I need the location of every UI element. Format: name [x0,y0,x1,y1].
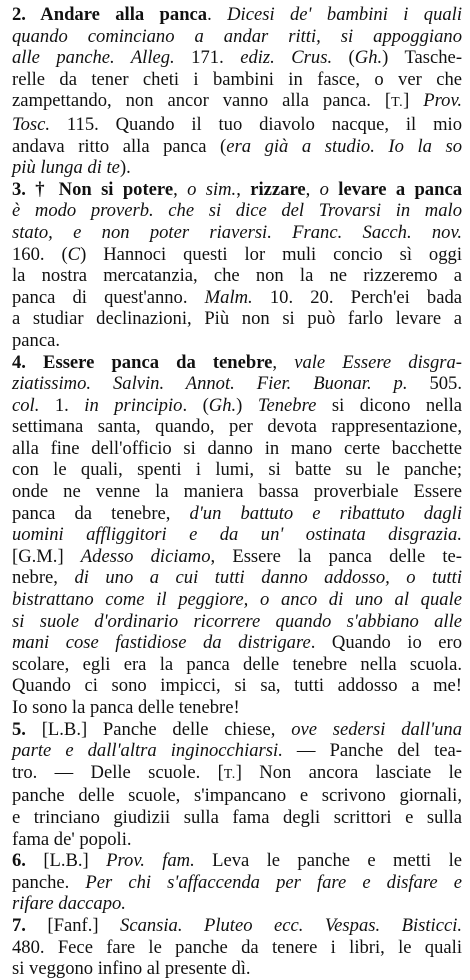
text-segment: a studiar declinazioni, Più non si può farlo levare a [12,308,462,330]
text-segment: ] [403,90,424,112]
text-segment: Prov. [423,90,463,112]
text-segment: 6. [12,850,44,872]
text-segment: 505. [407,373,462,395]
text-segment: la nostra mercatanzia, che non la ne rizzeremo a [12,265,462,287]
text-segment: [L.B.] Panche delle chiese, [41,718,292,740]
text-segment: rifare daccapo. [12,893,126,915]
text-segment: Per chi s'affaccenda per fare e disfare e [85,871,462,893]
text-segment: o [319,178,329,200]
text-segment: settimana santa, quando, per devota rappresentazione, [12,416,462,438]
text-line [12,958,462,980]
text-segment: levare a panca [338,178,462,200]
text-segment: 3. † Non si potere [12,178,174,200]
text-segment: andava ritto alla panca ( [12,135,227,157]
text-segment: , Essere la panca delle te- [210,545,462,567]
text-line [12,69,462,91]
text-segment: T. [391,95,404,111]
text-segment: , [305,178,320,200]
text-line [12,90,462,114]
text-segment: Quando ci sono impicci, si sa, tutti addosso a me! [12,675,462,697]
text-segment: rizzare [250,178,306,200]
text-line [12,915,462,937]
text-line [12,740,462,762]
text-segment: , [272,351,295,373]
text-segment: e trinciano giudizii sulla fama degli scrittori e sulla [12,806,462,828]
text-line [12,459,462,481]
text-line [12,395,462,417]
text-segment: alla fine dell'officio si danno in mano certe bacchette [12,437,462,459]
text-line [12,524,462,546]
text-segment: si veggono infino al presente dì. [12,958,251,980]
text-line [12,893,462,915]
text-line [12,937,462,959]
text-segment: Dicesi de' bambini i quali [227,4,462,25]
text-line [12,308,462,330]
text-segment: T. [223,766,236,782]
text-segment: [L.B.] [43,850,107,872]
text-line [12,850,462,872]
text-line [12,872,462,894]
text-segment: . Quando io ero [310,632,462,654]
text-line [12,373,462,395]
text-segment: panche. [12,871,86,893]
text-segment: ziatissimo. Salvin. Annot. Fier. Buonar. p. [12,373,408,395]
text-segment: nebre, [12,567,75,589]
text-segment: 10. 20. Perch'ei bada [252,286,462,308]
text-segment: bistrattano come il peggiore, o anco di uno al quale [12,589,462,611]
dictionary-entry-text [12,4,462,980]
text-segment: si suole d'ordinario ricorrere quando s'abbiano alle [12,610,462,632]
text-line [12,330,462,352]
text-segment: — Panche del tea- [282,740,462,762]
text-segment: Prov. fam. [106,850,195,872]
text-segment: stato, e non poter riaversi. Franc. Sacch. nov. [12,221,462,243]
text-line [12,438,462,460]
text-segment: ] Non ancora lasciate le [235,761,462,783]
text-line [12,785,462,807]
text-segment: zampettando, non ancor vanno alla panca. [ [12,90,392,112]
text-segment: Malm. [204,286,253,308]
text-line [12,589,462,611]
text-segment: Scansia. Pluteo ecc. Vespas. Bisticci. [120,914,463,936]
text-segment: ) Hannoci questi lor muli concio sì oggi [80,243,462,265]
text-segment: quando cominciano a andar ritti, si appoggiano [12,25,462,47]
text-segment: 5. [12,718,42,740]
text-segment: fama de' popoli. [12,828,132,850]
text-segment: ( [332,47,355,69]
text-segment: Tosc. [12,113,51,135]
text-segment: scolare, egli era la panca delle tenebre nella scuola. [12,653,462,675]
text-line [12,200,462,222]
text-segment: 1. [39,394,85,416]
text-segment: è modo proverb. che si dice del Trovarsi in malo [12,200,462,222]
text-segment: , [173,178,188,200]
text-segment: ediz. Crus. [240,47,333,69]
text-segment: C [67,243,81,265]
text-segment: ove sedersi dall'una [291,718,463,740]
text-line [12,697,462,719]
text-line [12,352,462,374]
text-segment: o sim. [187,178,237,200]
text-segment: onde ne venne la maniera bassa proverbiale Essere [12,481,462,503]
text-line [12,287,462,309]
text-line [12,222,462,244]
text-segment: più lunga di te [12,157,120,179]
text-line [12,829,462,851]
text-line [12,762,462,786]
text-segment: 2. Andare alla panca [12,4,208,25]
text-segment: con le quali, spenti i lumi, si batte su le panche; [12,459,462,481]
text-segment: si dicono nella [316,394,462,416]
text-line [12,114,462,136]
text-line [12,244,462,266]
text-line [12,265,462,287]
text-line [12,179,462,201]
text-segment: Tenebre [257,394,317,416]
text-segment: di uno a cui tutti danno addosso, o tutti [74,567,462,589]
text-segment: Gh. [208,394,237,416]
text-segment: 7. [12,914,48,936]
text-line [12,611,462,633]
text-segment: ) Tasche- [382,47,463,69]
text-segment: d'un battuto e ribattuto dagli [189,502,462,524]
text-line [12,416,462,438]
text-segment: panca. [12,329,61,351]
text-segment: in principio [84,394,183,416]
text-segment: Gh. [354,47,383,69]
text-segment: mani cose fastidiose da distrigare [12,632,311,654]
text-line [12,4,462,26]
text-line [12,719,462,741]
text-line [12,654,462,676]
text-line [12,567,462,589]
text-segment: 480. Fece fare le panche da tenere i libri, le quali [12,936,462,958]
text-line [12,481,462,503]
text-line [12,675,462,697]
text-segment: [G.M.] [12,545,81,567]
text-segment: alle panche. Alleg. [12,47,175,69]
text-line [12,503,462,525]
text-line [12,807,462,829]
text-segment: 160. ( [12,243,68,265]
text-segment: panca di quest'anno. [12,286,205,308]
text-segment: uomini affliggitori e da un' ostinata disgrazia. [12,524,462,546]
text-segment: . ( [182,394,209,416]
text-line [12,47,462,69]
text-segment: ) [236,394,258,416]
text-line [12,157,462,179]
text-segment: 4. Essere panca da tenebre [12,351,273,373]
text-segment: relle da tener cheti i bambini in fasce, o ver che [12,68,462,90]
text-segment: panca da tenebre, [12,502,190,524]
text-segment: tro. — Delle scuole. [ [12,761,224,783]
text-segment: Leva le panche e metti le [194,850,463,872]
text-segment [329,179,338,200]
text-line [12,546,462,568]
text-segment: Io sono la panca delle tenebre! [12,697,240,718]
text-segment: col. [12,394,40,416]
text-segment: era già a studio. Io la so [226,135,462,157]
text-segment: ). [119,157,131,179]
text-segment: Adesso diciamo [80,545,211,567]
text-line [12,136,462,158]
text-segment: , [236,178,251,200]
text-segment: vale Essere disgra- [294,351,462,373]
text-line [12,632,462,654]
text-line [12,26,462,48]
text-segment: 115. Quando il tuo diavolo nacque, il mio [50,113,462,135]
text-segment: panche delle scuole, s'impancano e scrivono giornali, [12,785,462,807]
text-segment: 171. [174,47,241,69]
text-segment: . [207,4,228,25]
text-segment: parte e dall'altra inginocchiarsi. [12,740,283,762]
text-segment: [Fanf.] [47,914,121,936]
